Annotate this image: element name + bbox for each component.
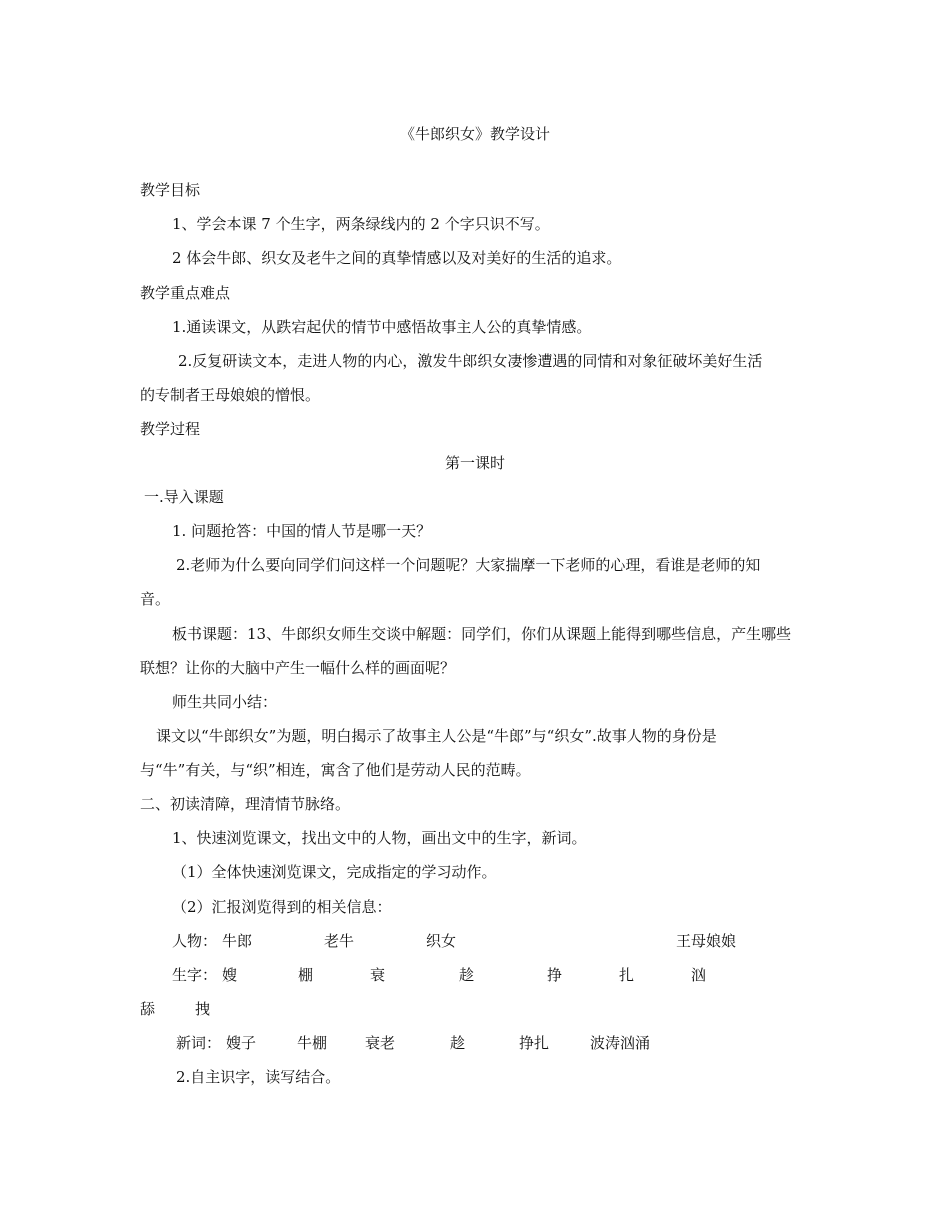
new-words-label: 新词： bbox=[176, 1034, 222, 1052]
part1-question-2-line1: 2.老师为什么要向同学们问这样一个问题呢？大家揣摩一下老师的心理，看谁是老师的知 bbox=[176, 556, 761, 574]
new-word-item: 衰老 bbox=[365, 1034, 396, 1052]
process-heading: 教学过程 bbox=[140, 420, 201, 438]
new-char-item: 嫂 bbox=[222, 966, 238, 984]
new-word-item: 挣扎 bbox=[519, 1034, 550, 1052]
new-char-item: 拽 bbox=[195, 1000, 211, 1018]
character-item: 牛郎 bbox=[222, 932, 253, 950]
document-title: 《牛郎织女》教学设计 bbox=[399, 125, 550, 143]
part1-question-2-line2: 音。 bbox=[140, 590, 171, 608]
board-title-line1: 板书课题：13、牛郎织女师生交谈中解题：同学们，你们从课题上能得到哪些信息，产生哪些 bbox=[172, 625, 792, 643]
key-point-2-line1: 2.反复研读文本，走进人物的内心，激发牛郎织女凄惨遭遇的同情和对象征破坏美好生活 bbox=[178, 352, 763, 370]
new-char-item: 汹 bbox=[691, 966, 707, 984]
goal-item-2: 2 体会牛郎、织女及老牛之间的真挚情感以及对美好的生活的追求。 bbox=[172, 249, 622, 267]
character-item: 王母娘娘 bbox=[676, 932, 737, 950]
new-char-item: 衰 bbox=[370, 966, 386, 984]
new-word-item: 牛棚 bbox=[297, 1034, 328, 1052]
new-word-item: 趁 bbox=[450, 1034, 466, 1052]
characters-label: 人物： bbox=[172, 932, 218, 950]
part2-sub-1: （1）全体快速浏览课文，完成指定的学习动作。 bbox=[172, 863, 497, 881]
part2-heading: 二、初读清障，理清情节脉络。 bbox=[140, 795, 351, 813]
part2-sub-2: （2）汇报浏览得到的相关信息： bbox=[172, 898, 392, 916]
new-char-item: 扎 bbox=[619, 966, 635, 984]
key-point-1: 1.通读课文，从跌宕起伏的情节中感悟故事主人公的真挚情感。 bbox=[172, 318, 592, 336]
new-char-item: 舔 bbox=[140, 1000, 156, 1018]
new-char-item: 趁 bbox=[459, 966, 475, 984]
goal-item-1: 1、学会本课 7 个生字，两条绿线内的 2 个字只识不写。 bbox=[172, 215, 550, 233]
new-char-item: 棚 bbox=[298, 966, 314, 984]
goals-heading: 教学目标 bbox=[140, 181, 201, 199]
new-word-item: 波涛汹涌 bbox=[590, 1034, 651, 1052]
new-chars-label: 生字： bbox=[172, 966, 218, 984]
character-item: 织女 bbox=[426, 932, 457, 950]
summary-line1: 课文以“牛郎织女”为题，明白揭示了故事主人公是“牛郎”与“织女”.故事人物的身份是 bbox=[156, 727, 717, 745]
key-points-heading: 教学重点难点 bbox=[140, 284, 231, 302]
summary-line2: 与“牛”有关，与“织”相连，寓含了他们是劳动人民的范畴。 bbox=[140, 761, 531, 779]
part1-question-1: 1. 问题抢答：中国的情人节是哪一天？ bbox=[172, 522, 432, 540]
part1-heading: 一.导入课题 bbox=[144, 488, 224, 506]
character-item: 老牛 bbox=[324, 932, 355, 950]
new-char-item: 挣 bbox=[547, 966, 563, 984]
summary-label: 师生共同小结： bbox=[172, 693, 278, 711]
key-point-2-line2: 的专制者王母娘娘的憎恨。 bbox=[140, 386, 321, 404]
part2-step-1: 1、快速浏览课文，找出文中的人物，画出文中的生字，新词。 bbox=[172, 829, 587, 847]
part2-step-2: 2.自主识字，读写结合。 bbox=[176, 1068, 341, 1086]
lesson-heading: 第一课时 bbox=[444, 454, 505, 472]
board-title-line2: 联想？让你的大脑中产生一幅什么样的画面呢？ bbox=[140, 659, 456, 677]
new-word-item: 嫂子 bbox=[226, 1034, 257, 1052]
